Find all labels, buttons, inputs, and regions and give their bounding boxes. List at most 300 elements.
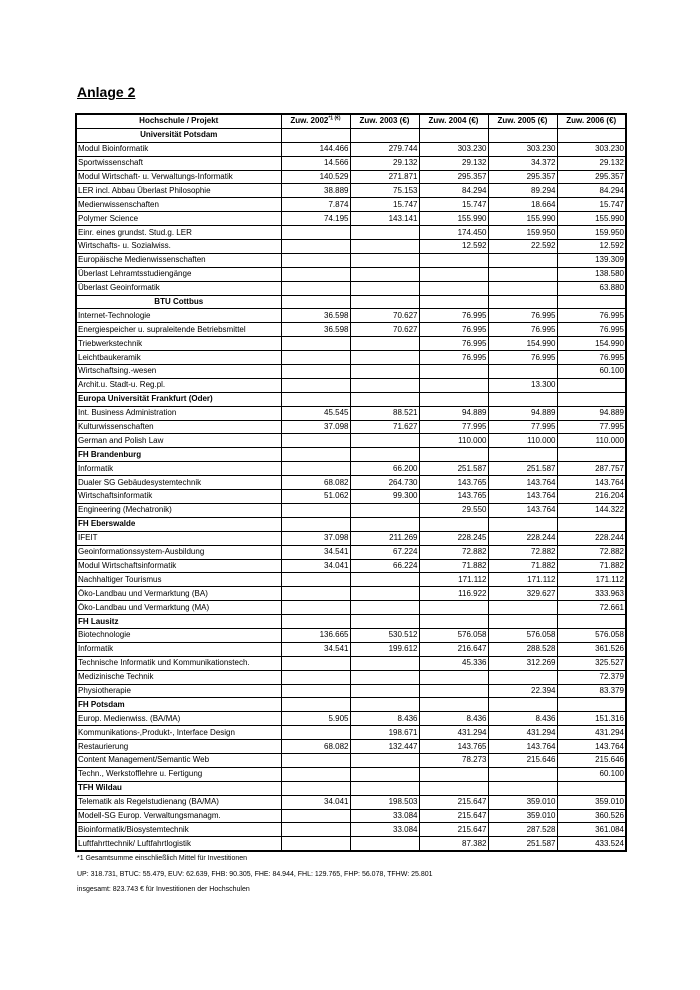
empty-cell	[488, 517, 557, 531]
table-row	[76, 684, 626, 698]
amount-2006: 228.244	[557, 531, 626, 545]
amount-2002: 37.098	[281, 531, 350, 545]
table-row	[76, 503, 626, 517]
amount-2005: 287.528	[488, 823, 557, 837]
project-name: Biotechnologie	[76, 628, 281, 642]
amount-2004: 171.112	[419, 573, 488, 587]
amount-2002: 34.041	[281, 559, 350, 573]
empty-cell	[488, 615, 557, 629]
project-name: Wirtschafts- u. Sozialwiss.	[76, 240, 281, 254]
amount-2004: 295.357	[419, 170, 488, 184]
table-row	[76, 240, 626, 254]
amount-2003	[350, 573, 419, 587]
section-row	[76, 698, 626, 712]
amount-2002	[281, 823, 350, 837]
table-body	[76, 128, 626, 851]
table-row	[76, 795, 626, 809]
empty-cell	[350, 392, 419, 406]
amount-2002	[281, 226, 350, 240]
project-name: Energiespeicher u. supraleitende Betriebsmittel	[76, 323, 281, 337]
amount-2002	[281, 837, 350, 851]
amount-2002: 68.082	[281, 476, 350, 490]
amount-2005: 159.950	[488, 226, 557, 240]
project-name: Internet-Technologie	[76, 309, 281, 323]
amount-2005: 8.436	[488, 712, 557, 726]
section-row	[76, 781, 626, 795]
amount-2006: 155.990	[557, 212, 626, 226]
amount-2006: 433.524	[557, 837, 626, 851]
table-row	[76, 267, 626, 281]
table-row	[76, 281, 626, 295]
amount-2006: 12.592	[557, 240, 626, 254]
project-name: Restaurierung	[76, 740, 281, 754]
section-title: FH Lausitz	[76, 615, 281, 629]
amount-2004	[419, 601, 488, 615]
project-name: Bioinformatik/Biosystemtechnik	[76, 823, 281, 837]
empty-cell	[281, 615, 350, 629]
amount-2002: 14.566	[281, 156, 350, 170]
amount-2004	[419, 378, 488, 392]
amount-2004: 76.995	[419, 309, 488, 323]
project-name: IFEIT	[76, 531, 281, 545]
project-name: Überlast Lehramtsstudiengänge	[76, 267, 281, 281]
table-row	[76, 809, 626, 823]
section-title: BTU Cottbus	[76, 295, 281, 309]
amount-2005: 143.764	[488, 490, 557, 504]
table-row	[76, 712, 626, 726]
amount-2006: 60.100	[557, 365, 626, 379]
table-row	[76, 365, 626, 379]
amount-2005: 22.394	[488, 684, 557, 698]
amount-2005	[488, 253, 557, 267]
amount-2003: 70.627	[350, 309, 419, 323]
table-row	[76, 628, 626, 642]
amount-2003: 99.300	[350, 490, 419, 504]
empty-cell	[281, 448, 350, 462]
amount-2003: 15.747	[350, 198, 419, 212]
project-name: Modul Bioinformatik	[76, 142, 281, 156]
amount-2006: 60.100	[557, 767, 626, 781]
amount-2003: 199.612	[350, 642, 419, 656]
project-name: Archit.u. Stadt-u. Reg.pl.	[76, 378, 281, 392]
amount-2004: 76.995	[419, 337, 488, 351]
amount-2004: 29.550	[419, 503, 488, 517]
amount-2003	[350, 837, 419, 851]
empty-cell	[281, 128, 350, 142]
amount-2003	[350, 267, 419, 281]
amount-2005: 251.587	[488, 837, 557, 851]
amount-2005: 18.664	[488, 198, 557, 212]
amount-2006: 361.084	[557, 823, 626, 837]
empty-cell	[350, 448, 419, 462]
amount-2004: 303.230	[419, 142, 488, 156]
project-name: Modul Wirtschaft- u. Verwaltungs-Informatik	[76, 170, 281, 184]
amount-2004: 72.882	[419, 545, 488, 559]
empty-cell	[419, 128, 488, 142]
footnote-1: *1 Gesamtsumme einschließlich Mittel für Investitionen	[77, 855, 248, 862]
amount-2006: 215.646	[557, 753, 626, 767]
amount-2002: 7.874	[281, 198, 350, 212]
amount-2005: 359.010	[488, 809, 557, 823]
amount-2003: 88.521	[350, 406, 419, 420]
amount-2004: 110.000	[419, 434, 488, 448]
project-name: Triebwerkstechnik	[76, 337, 281, 351]
table-row	[76, 656, 626, 670]
amount-2006: 154.990	[557, 337, 626, 351]
header-2002-footnote-mark: *1 (€)	[328, 115, 341, 122]
amount-2006: 295.357	[557, 170, 626, 184]
amount-2004: 251.587	[419, 462, 488, 476]
amount-2006: 72.882	[557, 545, 626, 559]
empty-cell	[557, 128, 626, 142]
table-row	[76, 767, 626, 781]
empty-cell	[350, 781, 419, 795]
empty-cell	[557, 392, 626, 406]
table-row	[76, 740, 626, 754]
project-name: Medienwissenschaften	[76, 198, 281, 212]
table-row	[76, 309, 626, 323]
project-name: Europäische Medienwissenschaften	[76, 253, 281, 267]
amount-2003	[350, 253, 419, 267]
amount-2006: 77.995	[557, 420, 626, 434]
amount-2003: 271.871	[350, 170, 419, 184]
amount-2005: 215.646	[488, 753, 557, 767]
amount-2006: 325.527	[557, 656, 626, 670]
amount-2002	[281, 726, 350, 740]
amount-2005: 295.357	[488, 170, 557, 184]
amount-2003	[350, 240, 419, 254]
amount-2006: 76.995	[557, 351, 626, 365]
amount-2004: 76.995	[419, 323, 488, 337]
funding-table	[75, 113, 627, 852]
amount-2002	[281, 351, 350, 365]
amount-2003: 70.627	[350, 323, 419, 337]
project-name: Geoinformationssystem-Ausbildung	[76, 545, 281, 559]
amount-2002: 38.889	[281, 184, 350, 198]
amount-2006: 71.882	[557, 559, 626, 573]
amount-2003: 71.627	[350, 420, 419, 434]
table-row	[76, 837, 626, 851]
table-row	[76, 642, 626, 656]
amount-2004: 77.995	[419, 420, 488, 434]
section-row	[76, 295, 626, 309]
amount-2006: 360.526	[557, 809, 626, 823]
amount-2005: 71.882	[488, 559, 557, 573]
empty-cell	[488, 698, 557, 712]
amount-2003	[350, 684, 419, 698]
section-title: Europa Universität Frankfurt (Oder)	[76, 392, 281, 406]
amount-2002	[281, 684, 350, 698]
project-name: Modell-SG Europ. Verwaltungsmanagm.	[76, 809, 281, 823]
footnote-2: UP: 318.731, BTUC: 55.479, EUV: 62.639, FHB: 90.305, FHE: 84.944, FHL: 129.765, FHP: 56.078, TFHW: 25.801	[77, 870, 433, 878]
project-name: Medizinische Technik	[76, 670, 281, 684]
empty-cell	[350, 295, 419, 309]
amount-2003	[350, 601, 419, 615]
amount-2005	[488, 767, 557, 781]
amount-2005: 13.300	[488, 378, 557, 392]
section-title: FH Potsdam	[76, 698, 281, 712]
amount-2005: 251.587	[488, 462, 557, 476]
amount-2003: 530.512	[350, 628, 419, 642]
amount-2006: 76.995	[557, 309, 626, 323]
section-title: FH Eberswalde	[76, 517, 281, 531]
section-row	[76, 615, 626, 629]
amount-2002: 34.541	[281, 545, 350, 559]
amount-2003	[350, 656, 419, 670]
amount-2002: 144.466	[281, 142, 350, 156]
project-name: Leichtbaukeramik	[76, 351, 281, 365]
amount-2006: 333.963	[557, 587, 626, 601]
project-name: Engineering (Mechatronik)	[76, 503, 281, 517]
amount-2003	[350, 351, 419, 365]
project-name: Wirtschaftsinformatik	[76, 490, 281, 504]
header-2002-label: Zuw. 2002	[290, 116, 329, 126]
amount-2004: 45.336	[419, 656, 488, 670]
amount-2006: 171.112	[557, 573, 626, 587]
table-row	[76, 545, 626, 559]
amount-2002	[281, 337, 350, 351]
amount-2003: 66.200	[350, 462, 419, 476]
project-name: Wirtschaftsing.-wesen	[76, 365, 281, 379]
table-row	[76, 490, 626, 504]
amount-2005: 22.592	[488, 240, 557, 254]
amount-2003	[350, 434, 419, 448]
amount-2002	[281, 601, 350, 615]
amount-2006: 303.230	[557, 142, 626, 156]
table-row	[76, 156, 626, 170]
amount-2006: 72.379	[557, 670, 626, 684]
project-name: Luftfahrttechnik/ Luftfahrtlogistik	[76, 837, 281, 851]
project-name: Öko-Landbau und Vermarktung (MA)	[76, 601, 281, 615]
amount-2003: 279.744	[350, 142, 419, 156]
table-row	[76, 462, 626, 476]
project-name: Dualer SG Gebäudesystemtechnik	[76, 476, 281, 490]
amount-2006: 576.058	[557, 628, 626, 642]
amount-2006: 72.661	[557, 601, 626, 615]
amount-2002	[281, 462, 350, 476]
empty-cell	[557, 295, 626, 309]
amount-2005: 143.764	[488, 740, 557, 754]
footnote-3: insgesamt: 823.743 € für Investitionen der Hochschulen	[77, 886, 250, 893]
empty-cell	[350, 128, 419, 142]
amount-2005: 94.889	[488, 406, 557, 420]
amount-2004: 143.765	[419, 476, 488, 490]
amount-2005: 312.269	[488, 656, 557, 670]
project-name: Kulturwissenschaften	[76, 420, 281, 434]
empty-cell	[281, 781, 350, 795]
amount-2006: 94.889	[557, 406, 626, 420]
amount-2002: 36.598	[281, 309, 350, 323]
project-name: LER incl. Abbau Überlast Philosophie	[76, 184, 281, 198]
amount-2002	[281, 281, 350, 295]
amount-2004	[419, 253, 488, 267]
empty-cell	[281, 698, 350, 712]
amount-2004: 143.765	[419, 490, 488, 504]
page-title: Anlage 2	[77, 84, 136, 100]
amount-2006: 361.526	[557, 642, 626, 656]
amount-2006: 63.880	[557, 281, 626, 295]
project-name: Informatik	[76, 462, 281, 476]
amount-2004: 155.990	[419, 212, 488, 226]
amount-2005	[488, 267, 557, 281]
amount-2003	[350, 378, 419, 392]
amount-2005: 288.528	[488, 642, 557, 656]
amount-2003	[350, 753, 419, 767]
amount-2003: 198.503	[350, 795, 419, 809]
amount-2004	[419, 670, 488, 684]
amount-2003	[350, 670, 419, 684]
amount-2004	[419, 365, 488, 379]
amount-2002	[281, 656, 350, 670]
amount-2004: 29.132	[419, 156, 488, 170]
section-title: FH Brandenburg	[76, 448, 281, 462]
section-row	[76, 392, 626, 406]
empty-cell	[419, 392, 488, 406]
amount-2002	[281, 503, 350, 517]
amount-2006: 216.204	[557, 490, 626, 504]
table-row	[76, 601, 626, 615]
empty-cell	[419, 615, 488, 629]
table-row	[76, 726, 626, 740]
amount-2004: 94.889	[419, 406, 488, 420]
amount-2003: 33.084	[350, 823, 419, 837]
table-row	[76, 226, 626, 240]
amount-2006: 144.322	[557, 503, 626, 517]
amount-2006: 287.757	[557, 462, 626, 476]
empty-cell	[419, 781, 488, 795]
amount-2003: 132.447	[350, 740, 419, 754]
amount-2002	[281, 434, 350, 448]
table-row	[76, 212, 626, 226]
amount-2003: 143.141	[350, 212, 419, 226]
amount-2004	[419, 684, 488, 698]
amount-2003	[350, 767, 419, 781]
project-name: Technische Informatik und Kommunikationstech.	[76, 656, 281, 670]
project-name: Öko-Landbau und Vermarktung (BA)	[76, 587, 281, 601]
table-row	[76, 670, 626, 684]
project-name: Nachhaltiger Tourismus	[76, 573, 281, 587]
amount-2006: 139.309	[557, 253, 626, 267]
amount-2003	[350, 587, 419, 601]
amount-2003: 264.730	[350, 476, 419, 490]
project-name: Einr. eines grundst. Stud.g. LER	[76, 226, 281, 240]
amount-2003	[350, 281, 419, 295]
amount-2004: 78.273	[419, 753, 488, 767]
table-row	[76, 351, 626, 365]
table-row	[76, 323, 626, 337]
amount-2004: 228.245	[419, 531, 488, 545]
empty-cell	[488, 781, 557, 795]
section-row	[76, 517, 626, 531]
amount-2004: 71.882	[419, 559, 488, 573]
amount-2005	[488, 670, 557, 684]
amount-2002: 36.598	[281, 323, 350, 337]
amount-2006: 110.000	[557, 434, 626, 448]
project-name: Telematik als Regelstudienang (BA/MA)	[76, 795, 281, 809]
amount-2004: 87.382	[419, 837, 488, 851]
header-2004: Zuw. 2004 (€)	[419, 114, 488, 128]
amount-2003: 211.269	[350, 531, 419, 545]
amount-2003	[350, 337, 419, 351]
table-row	[76, 337, 626, 351]
amount-2006: 151.316	[557, 712, 626, 726]
empty-cell	[419, 698, 488, 712]
empty-cell	[557, 615, 626, 629]
amount-2005: 154.990	[488, 337, 557, 351]
amount-2003	[350, 226, 419, 240]
header-2005: Zuw. 2005 (€)	[488, 114, 557, 128]
table-row	[76, 378, 626, 392]
empty-cell	[281, 517, 350, 531]
amount-2006: 138.580	[557, 267, 626, 281]
table-row	[76, 476, 626, 490]
amount-2006: 15.747	[557, 198, 626, 212]
amount-2002	[281, 753, 350, 767]
project-name: Modul Wirtschaftsinformatik	[76, 559, 281, 573]
amount-2005: 228.244	[488, 531, 557, 545]
empty-cell	[350, 517, 419, 531]
amount-2005: 576.058	[488, 628, 557, 642]
empty-cell	[281, 295, 350, 309]
amount-2003	[350, 503, 419, 517]
table-row	[76, 170, 626, 184]
empty-cell	[557, 517, 626, 531]
amount-2002: 74.195	[281, 212, 350, 226]
header-2006: Zuw. 2006 (€)	[557, 114, 626, 128]
amount-2006: 359.010	[557, 795, 626, 809]
amount-2006: 84.294	[557, 184, 626, 198]
amount-2002: 140.529	[281, 170, 350, 184]
amount-2006: 143.764	[557, 740, 626, 754]
amount-2005: 143.764	[488, 476, 557, 490]
header-project: Hochschule / Projekt	[76, 114, 281, 128]
amount-2003: 67.224	[350, 545, 419, 559]
amount-2002	[281, 587, 350, 601]
amount-2003: 66.224	[350, 559, 419, 573]
amount-2005: 76.995	[488, 351, 557, 365]
empty-cell	[281, 392, 350, 406]
amount-2003: 75.153	[350, 184, 419, 198]
project-name: Techn., Werkstofflehre u. Fertigung	[76, 767, 281, 781]
amount-2006: 76.995	[557, 323, 626, 337]
empty-cell	[557, 448, 626, 462]
empty-cell	[557, 698, 626, 712]
amount-2005: 155.990	[488, 212, 557, 226]
amount-2002	[281, 253, 350, 267]
amount-2004: 215.647	[419, 823, 488, 837]
amount-2004	[419, 281, 488, 295]
amount-2006: 431.294	[557, 726, 626, 740]
empty-cell	[419, 295, 488, 309]
amount-2002	[281, 240, 350, 254]
amount-2005: 77.995	[488, 420, 557, 434]
amount-2006: 29.132	[557, 156, 626, 170]
table-row	[76, 184, 626, 198]
amount-2002	[281, 809, 350, 823]
empty-cell	[419, 448, 488, 462]
amount-2005: 72.882	[488, 545, 557, 559]
amount-2002: 34.041	[281, 795, 350, 809]
amount-2005: 76.995	[488, 309, 557, 323]
amount-2004: 576.058	[419, 628, 488, 642]
table-header-row	[76, 114, 626, 128]
empty-cell	[488, 392, 557, 406]
amount-2003	[350, 365, 419, 379]
table-row	[76, 573, 626, 587]
amount-2005: 303.230	[488, 142, 557, 156]
table-row	[76, 406, 626, 420]
amount-2004: 431.294	[419, 726, 488, 740]
